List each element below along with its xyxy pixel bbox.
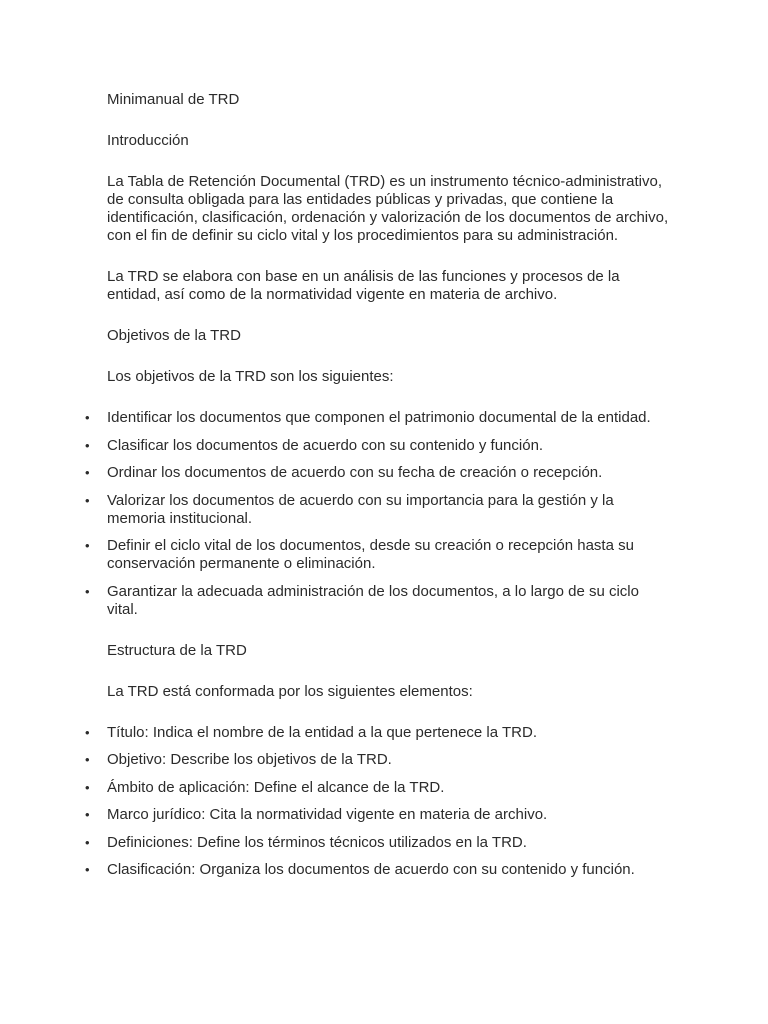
- list-item-text: Valorizar los documentos de acuerdo con su importancia para la gestión y la memoria institucional.: [107, 491, 614, 527]
- objectives-heading: Objetivos de la TRD: [107, 327, 241, 344]
- objectives-list: [85, 409, 672, 619]
- bullet-icon: •: [85, 583, 90, 599]
- list-item-text: Definiciones: Define los términos técnicos utilizados en la TRD.: [107, 833, 527, 851]
- bullet-icon: •: [85, 465, 90, 480]
- list-item: [85, 861, 672, 879]
- list-item: [85, 464, 672, 482]
- elements-list: [85, 723, 672, 880]
- list-item: [85, 436, 672, 455]
- list-item: [85, 723, 672, 742]
- list-item-text: Ordinar los documentos de acuerdo con su fecha de creación o recepción.: [107, 464, 603, 481]
- bullet-icon: •: [85, 779, 90, 795]
- list-item-text: Marco jurídico: Cita la normatividad vigente en materia de archivo.: [107, 806, 548, 823]
- intro-heading: Introducción: [107, 132, 189, 149]
- list-item-text: Título: Indica el nombre de la entidad a la que pertenece la TRD.: [107, 723, 537, 741]
- list-item-text: Definir el ciclo vital de los documentos, desde su creación o recepción hasta su conservación permanente o eliminación.: [107, 537, 634, 572]
- list-item: [85, 778, 672, 797]
- objectives-intro: Los objetivos de la TRD son los siguientes:: [107, 368, 394, 385]
- document-title: Minimanual de TRD: [107, 91, 240, 108]
- list-item: [85, 751, 672, 769]
- list-item-text: Identificar los documentos que componen el patrimonio documental de la entidad.: [107, 409, 651, 426]
- structure-intro: La TRD está conformada por los siguientes elementos:: [107, 682, 473, 700]
- structure-heading: Estructura de la TRD: [107, 641, 247, 659]
- list-item: [85, 409, 672, 427]
- list-item: [85, 491, 672, 528]
- list-item-text: Clasificación: Organiza los documentos de acuerdo con su contenido y función.: [107, 861, 635, 878]
- bullet-icon: •: [85, 834, 90, 850]
- list-item-text: Clasificar los documentos de acuerdo con su contenido y función.: [107, 436, 544, 454]
- bullet-icon: •: [85, 862, 90, 877]
- bullet-icon: •: [85, 437, 90, 453]
- intro-paragraph-1: La Tabla de Retención Documental (TRD) es un instrumento técnico-administrativo, de consulta obligada para las entidades públicas y privadas, que contiene la identificación, clasificación, ordenación y valorización de los documentos de archivo, con el fin de definir su ciclo vital y los procedimientos para su administración.: [107, 173, 669, 244]
- list-item: [85, 806, 672, 824]
- list-item-text: Ámbito de aplicación: Define el alcance de la TRD.: [107, 778, 445, 796]
- intro-paragraph-2: La TRD se elabora con base en un análisis de las funciones y procesos de la entidad, así como de la normatividad vigente en materia de archivo.: [107, 268, 620, 303]
- list-item: [85, 537, 672, 573]
- list-item-text: Objetivo: Describe los objetivos de la TRD.: [107, 751, 392, 768]
- list-item: [85, 833, 672, 852]
- bullet-icon: •: [85, 538, 90, 553]
- bullet-icon: •: [85, 724, 90, 740]
- bullet-icon: •: [85, 492, 90, 508]
- list-item-text: Garantizar la adecuada administración de los documentos, a lo largo de su ciclo vital.: [107, 582, 639, 618]
- bullet-icon: •: [85, 410, 90, 425]
- bullet-icon: •: [85, 807, 90, 822]
- bullet-icon: •: [85, 752, 90, 767]
- list-item: [85, 582, 672, 619]
